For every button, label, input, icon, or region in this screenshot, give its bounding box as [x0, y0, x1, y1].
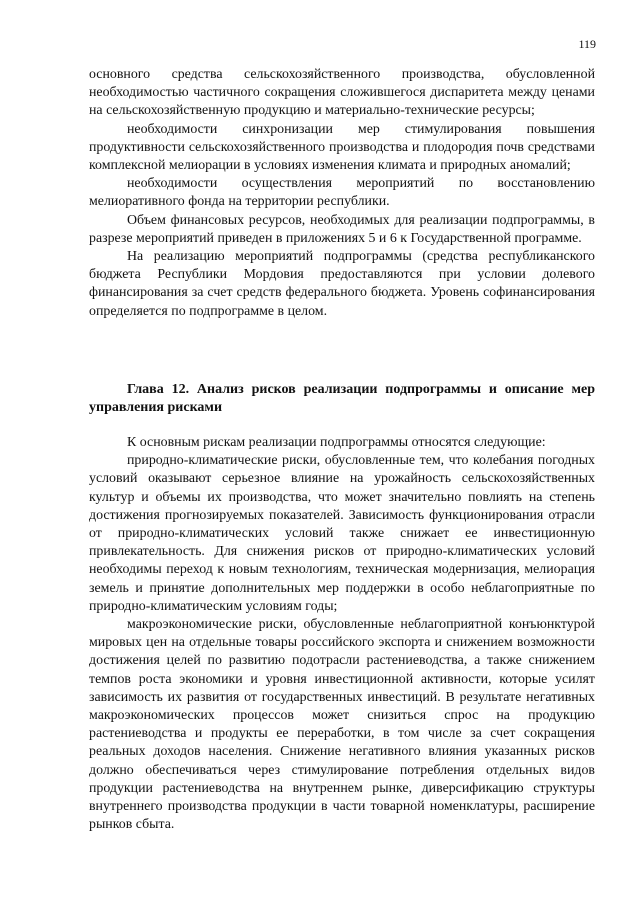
page-number: 119 — [578, 37, 596, 51]
section-text-risks — [89, 434, 595, 834]
paragraph-restoration: необходимости осуществления мероприятий по восстановлению мелиоративного фонда на территории республики. — [89, 176, 595, 210]
paragraph-climate-risks: природно-климатические риски, обусловленные тем, что колебания погодных условий оказывают серьезное влияние на урожайность сельскохозяйственных культур и объемы их производства, что может значительно повлиять на степень достижения прогнозируемых показателей. Зависимость функционирования отрасли от природно-климатических условий также снижает ее инвестиционную привлекательность. Для снижения рисков от природно-климатических условий необходимы переход к новым технологиям, техническая модернизация, мелиорация земель и принятие дополнительных мер поддержки в особо неблагоприятные по природно-климатическим условиям годы; — [89, 453, 595, 614]
section-text-top — [89, 66, 595, 321]
paragraph-macroeconomic-risks: макроэкономические риски, обусловленные неблагоприятной конъюнктурой мировых цен на отдельные товары российского экспорта и снижением возможности достижения целей по развитию подотрасли растениеводства, а также снижением темпов роста экономики и уровня инвестиционной активности, которые усилят зависимость их развития от государственных инвестиций. В результате негативных макроэкономических процессов может снизиться спрос на продукцию растениеводства и продукты ее переработки, в том числе за счет сокращения реальных доходов населения. Снижение негативного влияния указанных рисков должно обеспечиваться через стимулирование потребления отдельных видов продукции растениеводства на внутреннем рынке, диверсификацию структуры внутреннего производства продукции в части товарной номенклатуры, расширение рынков сбыта. — [89, 617, 595, 833]
paragraph-synchronization: необходимости синхронизации мер стимулирования повышения продуктивности сельскохозяйственного производства и плодородия почв средствами комплексной мелиорации в условиях изменения климата и природных аномалий; — [89, 121, 595, 174]
paragraph-cofinancing: На реализацию мероприятий подпрограммы (средства республиканского бюджета Республики Мордовия предоставляются при условии долевого финансирования за счет средств федерального бюджета. Уровень софинансирования определяется по подпрограмме в целом. — [89, 249, 595, 319]
paragraph-financial-volume: Объем финансовых ресурсов, необходимых для реализации подпрограммы, в разрезе мероприятий приведен в приложениях 5 и 6 к Государственной программе. — [89, 212, 595, 246]
paragraph-fixed-assets: основного средства сельскохозяйственного производства, обусловленной необходимостью частичного сокращения сложившегося диспаритета между ценами на сельскохозяйственную продукцию и материально-технические ресурсы; — [89, 67, 595, 119]
chapter-heading: Глава 12. Анализ рисков реализации подпрограммы и описание мер управления рисками — [89, 382, 595, 416]
paragraph-risks-intro: К основным рискам реализации подпрограммы относятся следующие: — [127, 435, 546, 450]
